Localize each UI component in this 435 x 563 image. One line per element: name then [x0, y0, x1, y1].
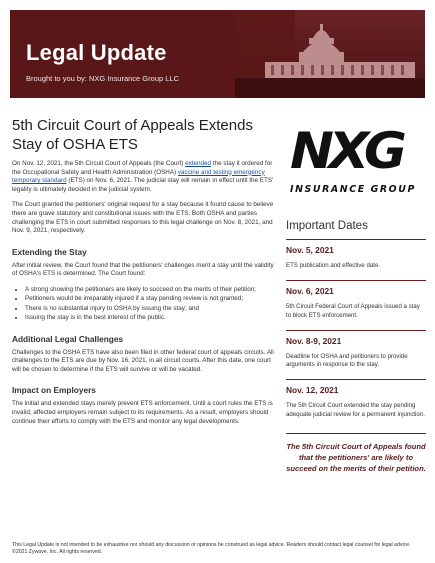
capitol-building-image — [235, 10, 425, 98]
legal-disclaimer: This Legal Update is not intended to be exhaustive nor should any discussion or opinions be construed as legal advice. Readers should contact legal counsel for legal advice. ©2021 Zywave, Inc. All rights reserved. — [12, 542, 411, 555]
date-label: Nov. 8-9, 2021 — [286, 335, 342, 346]
sidebar-column — [286, 120, 426, 474]
list-item: • A strong showing the petitioners are likely to succeed on the merits of their petition; — [25, 286, 277, 294]
date-label: Nov. 12, 2021 — [286, 385, 339, 396]
pull-quote: The 5th Circuit Court of Appeals found that the petitioners' are likely to succeed on the merits of their petition. — [286, 433, 426, 474]
date-label: Nov. 5, 2021 — [286, 245, 334, 255]
intro-paragraph: On Nov. 12, 2021, the 5th Circuit Court of Appeals (the Court) extended the stay it ordered for the Occupational Safety and Health Administration (OSHA) vaccine and testing emergency temporary standard (ETS) on Nov. 6, 2021. The judicial stay will remain in effect until the ETS' legality is ultimately decided in the judicial system. — [12, 160, 274, 193]
date-item — [286, 330, 426, 370]
paragraph-impact-employers: The initial and extended stays merely prevent ETS enforcement. Until a court rules the ETS is invalid, affected employers remain subject to its requirements. As a result, employers should continue their efforts to comply with the ETS and monitor any legal developments. — [12, 400, 273, 425]
header-banner — [10, 10, 425, 98]
list-item: • There is no substantial injury to OSHA by issuing the stay; and — [25, 305, 277, 313]
newsletter-subtitle: Brought to you by: NXG Insurance Group LLC — [26, 74, 179, 83]
date-item — [286, 280, 426, 320]
section-heading-impact-employers: Impact on Employers — [12, 385, 96, 396]
date-description: 5th Circuit Federal Court of Appeals issued a stay to block ETS enforcement. — [286, 303, 420, 319]
nxg-logo — [286, 120, 426, 208]
paragraph-extending-stay: After initial review, the Court found that the petitioners' challenges merit a stay until the validity of OSHA's ETS is determined. The Court found: — [12, 261, 274, 278]
date-description: ETS publication and effective date. — [286, 262, 381, 269]
article-column — [12, 116, 277, 433]
date-item — [286, 239, 426, 270]
date-description: Deadline for OSHA and petitioners to provide arguments in response to the stay. — [286, 352, 408, 369]
date-item — [286, 379, 426, 419]
section-heading-extending-stay: Extending the Stay — [12, 246, 87, 257]
important-dates-heading: Important Dates — [286, 220, 368, 232]
newsletter-title: Legal Update — [26, 40, 167, 65]
extended-link[interactable]: extended — [185, 160, 212, 167]
date-description: The 5th Circuit Court extended the stay pending adequate judicial review for a permanent injunction. — [286, 402, 425, 418]
vaccine-testing-ets-link[interactable]: vaccine and testing emergency temporary standard — [12, 168, 265, 185]
section-heading-additional-challenges: Additional Legal Challenges — [12, 333, 124, 344]
paragraph-additional-challenges: Challenges to the OSHA ETS have also been filed in other federal court of appeals circuits. All challenges to the ETS are due by Nov. 16, 2021, in all circuit courts. After this date, one court will be chosen to determine if the ETS will survive or will be vacated. — [12, 348, 274, 373]
logo-wordmark: NXG — [290, 122, 402, 180]
court-findings-list — [12, 286, 277, 323]
date-label: Nov. 6, 2021 — [286, 286, 334, 297]
paragraph-stay-grant: The Court granted the petitioners' original request for a stay because it found cause to believe there are grave statutory and constitutional issues with the ETS. Both OSHA and parties challenging the ETS in court submitted responses to this legal challenge on Nov. 8, 2021, and Nov. 9, 2021, respectively. — [12, 201, 274, 235]
logo-tagline: INSURANCE GROUP — [290, 184, 416, 195]
article-title: 5th Circuit Court of Appeals Extends Stay of OSHA ETS — [12, 117, 253, 153]
list-item: • Issuing the stay is in the best interest of the public. — [25, 314, 277, 322]
list-item: • Petitioners would be irreparably injured if a stay pending review is not granted; — [25, 295, 277, 303]
